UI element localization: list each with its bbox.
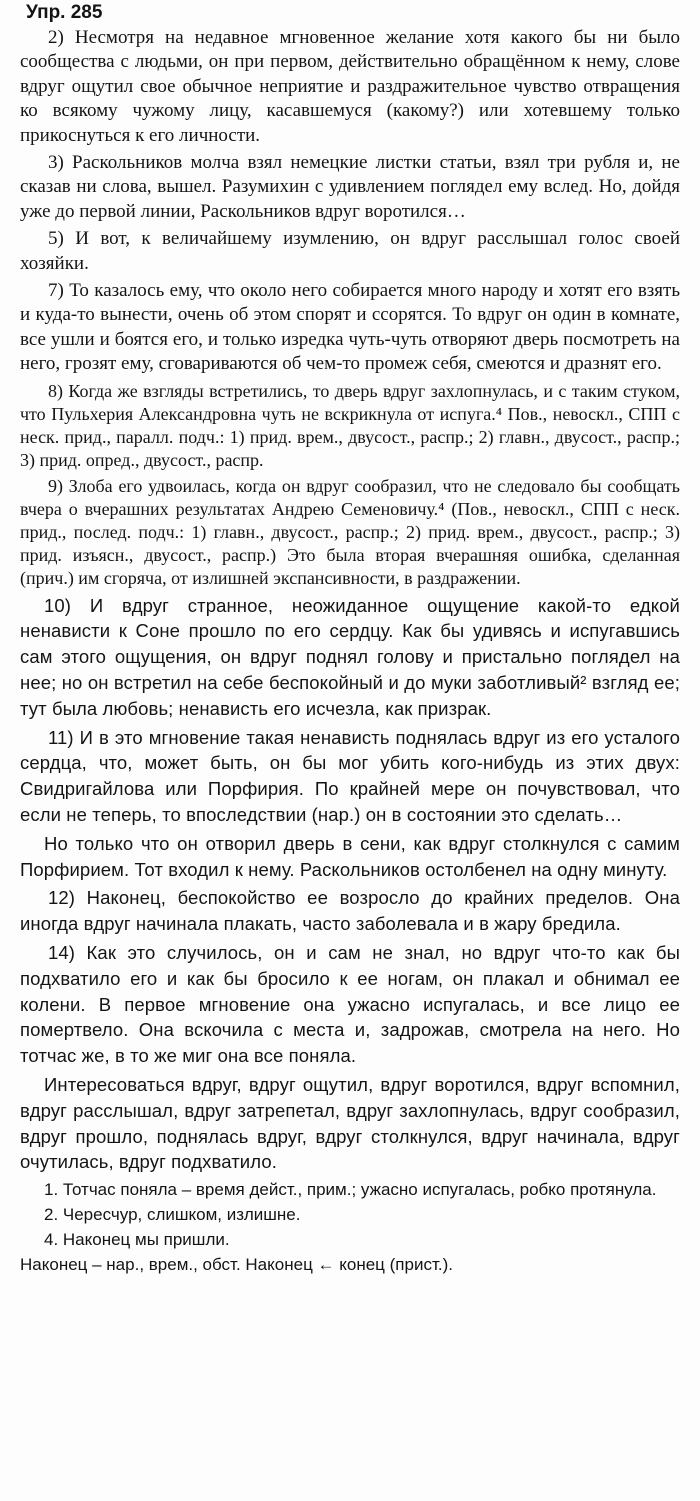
paragraph-2: 2) Несмотря на недавное мгновенное желание хотя какого бы ни было сообщества с людьми, он при первом, действительно обращённом к нему, слове вдруг ощутил свое обычное неприятие и раздражительное чувство отвращения ко всякому чужому лицу, касавшемуся (какому?) или хотевшему только прикоснуться к его личности. [20, 27, 680, 146]
note-4-analysis: Наконец – нар., врем., обст. Наконец ← конец (прист.). [20, 1255, 453, 1275]
exercise-body [20, 26, 680, 1175]
paragraph-11: 11) И в это мгновение такая ненависть поднялась вдруг из его усталого сердца, что, может быть, он бы мог убить кого-нибудь из этих двух: Свидригайлова или Порфирия. По крайней мере он почувствовал, что если не теперь, то впоследствии (нар.) он в состоянии это сделать… [20, 726, 680, 826]
summary-paragraph: Интересоваться вдруг, вдруг ощутил, вдруг воротился, вдруг вспомнил, вдруг расслышал, вдруг затрепетал, вдруг захлопнулась, вдруг сообразил, вдруг прошло, поднялась вдруг, вдруг столкнулся, вдруг начинала, вдруг очутилась, вдруг подхватило. [20, 1074, 680, 1173]
paragraph-9: 9) Злоба его удвоилась, когда он вдруг сообразил, что не следовало бы сообщать вчера о вчерашних результатах Андрею Семеновичу.⁴ (Пов., невоскл., СПП с неск. прид., послед. подч.: 1) главн., двусост., распр.; 2) прид. врем., двусост., распр.; 3) прид. изъясн., двусост., распр.) Это была вторая вчерашняя ошибка, сделанная (прич.) им сгоряча, от излишней экспансивности, в раздражении. [20, 475, 680, 588]
paragraph-7: 7) То казалось ему, что около него собирается много народу и хотят его взять и куда-то вынести, очень об этом спорят и ссорятся. То вдруг он один в комнате, все ушли и боятся его, и только изредка чуть-чуть отворяют дверь посмотреть на него, грозят ему, сговариваются об чем-то промеж себя, смеются и дразнят его. [20, 280, 680, 375]
paragraph-12: 12) Наконец, беспокойство ее возросло до крайних пределов. Она иногда вдруг начинала плакать, часто заболевала и в жару бредила. [20, 887, 680, 935]
note-4: 4. Наконец мы пришли. [44, 1230, 230, 1250]
paragraph-5: 5) И вот, к величайшему изумлению, он вдруг расслышал голос своей хозяйки. [20, 228, 680, 274]
paragraph-14: 14) Как это случилось, он и сам не знал, но вдруг что-то как бы подхватило его и как бы бросило к ее ногам, он плакал и обнимал ее колени. В первое мгновение она ужасно испугалась, и все лицо ее помертвело. Она вскочила с места и, задрожав, смотрела на него. Но тотчас же, в то же миг она все поняла. [20, 942, 680, 1067]
exercise-title: Упр. 285 [26, 2, 103, 23]
paragraph-10: 10) И вдруг странное, неожиданное ощущение какой-то едкой ненависти к Соне прошло по его сердцу. Как бы удивясь и испугавшись сам этого ощущения, он вдруг поднял голову и пристально поглядел на нее; но он встретил на себе беспокойный и до муки заботливый² взгляд ее; тут была любовь; ненависть его исчезла, как призрак. [20, 594, 680, 719]
answer-notes [20, 1178, 680, 1276]
paragraph-11-continued: Но только что он отворил дверь в сени, как вдруг столкнулся с самим Порфирием. Тот входил к нему. Раскольников остолбенел на одну минуту. [20, 832, 680, 880]
note-2: 2. Чересчур, слишком, излишне. [44, 1205, 301, 1225]
paragraph-3: 3) Раскольников молча взял немецкие листки статьи, взял три рубля и, не сказав ни слова, вышел. Разумихин с удивлением поглядел ему вслед. Но, дойдя уже до первой линии, Раскольников вдруг воротился… [20, 152, 680, 222]
paragraph-8: 8) Когда же взгляды встретились, то дверь вдруг захлопнулась, и с таким стуком, что Пульхерия Александровна чуть не вскрикнула от испуга.⁴ Пов., невоскл., СПП с неск. прид., паралл. подч.: 1) прид. врем., двусост., распр.; 2) главн., двусост., распр.; 3) прид. опред., двусост., распр. [20, 380, 680, 470]
note-1: 1. Тотчас поняла – время дейст., прим.; ужасно испугалась, робко протянула. [44, 1180, 657, 1200]
